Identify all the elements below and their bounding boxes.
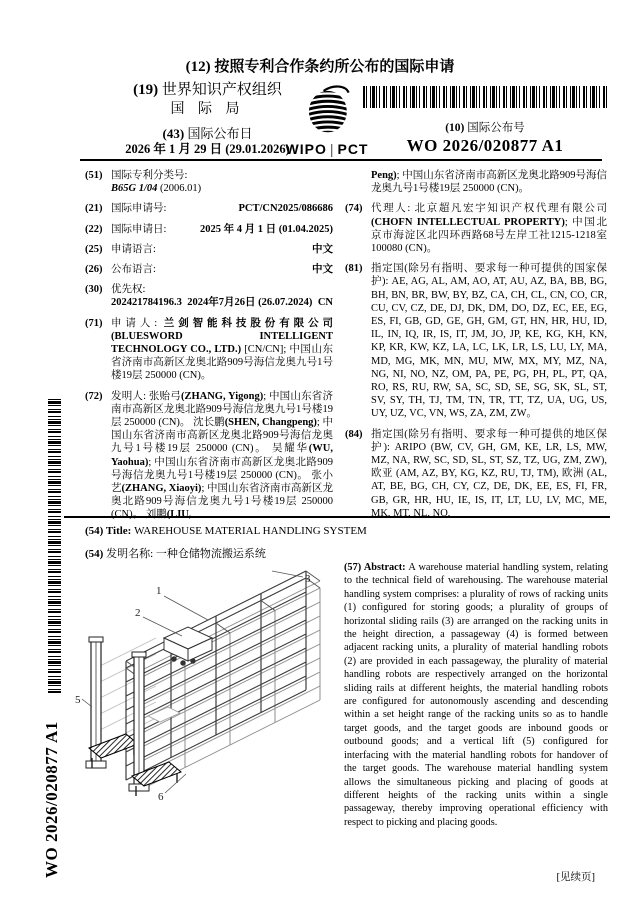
field-22-filing-date: (22) 国际申请日: 2025 年 4 月 1 日 (01.04.2025) [85, 223, 333, 235]
inventors-text: 发明人: 张贻弓(ZHANG, Yigong); 中国山东省济南市高新区龙奥北路909号海信龙奥九号1号楼19层 250000 (CN)。 沈长鹏(SHEN, Changpeng); 中国山东省济南市高新区龙奥北路909号海信龙奥九号1号楼19层 250000 (CN)。 吴耀华(WU, Yaohua); 中国山东省济南市高新区龙奥北路909号海信龙奥九号1号楼19层 250000 (CN)。 张小艺(ZHANG, Xiaoyi); 中国山东省济南市高新区龙奥北路909号海信龙奥九号1号楼19层 250000 (CN)。 刘鹏(LIU, [111, 390, 334, 521]
sidebar-publication-number: WO 2026/020877 A1 [42, 721, 61, 878]
application-number: PCT/CN2025/086686 [238, 203, 333, 215]
sidebar-publication-number-wrap [42, 698, 66, 878]
publication-date-label: (43) 国际公布日 [162, 126, 253, 141]
office-name-text: 世界知识产权组织 [161, 82, 282, 98]
field-26-publication-language: (26) 公布语言: 中文 [85, 264, 333, 276]
wipo-globe-icon [301, 84, 353, 134]
priority-date: 2024年7月26日 (26.07.2024) [187, 297, 313, 309]
racking-system-drawing [56, 556, 344, 848]
field-43-number: (43) [162, 126, 185, 141]
field-74-agent: (74) 代理人: 北京超凡宏宇知识产权代理有限公司(CHOFN INTELLECTUAL PROPERTY); 中国北京市海淀区北四环西路68号左岸工社1215-1218室 100080 (CN)。 [345, 203, 607, 255]
priority-country: CN [317, 297, 333, 309]
designated-states-text: 指定国(除另有指明、要求每一种可提供的国家保护): AE, AG, AL, AM, AO, AT, AU, AZ, BA, BB, BG, BH, BN, BR, BW, BY, BZ, CA, CH, CL, CN, CO, CR, CU, CV, CZ, DE, DJ, DK, DM, DO, DZ, EC, EE, EG, ES, FI, GB, GD, GE, GH, GM, GT, HN, HR, HU, ID, IL, IN, IQ, IR, IS, IT, JM, JO, JP, KE, KG, KH, KN, KP, KR, KW, KZ, LA, LC, LK, LR, LS, LU, LY, MA, MD, MG, MK, MN, MU, MW, MX, MY, MZ, NA, NG, NI, NO, NZ, OM, PA, PE, PG, PH, PL, PT, QA, RO, RS, RU, RW, SA, SC, SD, SE, SG, SK, SL, ST, SV, SY, TH, TJ, TM, TN, TR, TT, TZ, UA, UG, US, UY, UZ, VC, VN, WS, ZA, ZM, ZW。 [371, 263, 607, 420]
field-51-ipc: (51) 国际专利分类号: B65G 1/04 (2006.01) [85, 170, 202, 195]
filing-language: 中文 [312, 243, 333, 255]
figure-label-2: 2 [135, 607, 141, 619]
figure-label-1: 1 [156, 585, 162, 597]
priority-number: 202421784196.3 [111, 297, 182, 309]
field-25-filing-language: (25) 申请语言: 中文 [85, 243, 333, 255]
publication-language: 中文 [312, 264, 333, 276]
wipo-text: WIPO [285, 141, 327, 157]
field-19-number: (19) [133, 82, 159, 98]
pct-text: PCT [337, 141, 369, 157]
inventors-continuation: Peng); 中国山东省济南市高新区龙奥北路909号海信龙奥九号1号楼19层 250000 (CN)。 [371, 170, 607, 195]
abstract: (57) Abstract: A warehouse material handling system, relating to the technical field of warehousing. The warehouse material handling system comprises: a plurality of rows of racking units (1) configured for storing goods; a plurality of groups of horizontal sliding rails (3) are arranged on the racking units in the height direction, a passageway (4) is formed between adjacent racking units, a plurality of material handling robots (2) are provided in each passageway, the plurality of material handling robots are respectively arranged on the horizontal sliding rails at different heights, the material handling robots are configured for autonomously ascending and descending within a set height range of the racking units so as to handle target goods, and the target goods are inbound goods or outbound goods; and a vertical lift (5) configured for interfacing with the material handling robots for handover of the target goods. The warehouse material handling system allows the simultaneous picking and placing of goods at different heights of the racking units within a single passageway, thereby improving operational efficiency with respect to picking and placing goods. [344, 562, 608, 828]
title-english: (54) Title: WAREHOUSE MATERIAL HANDLING SYSTEM [85, 525, 367, 537]
biblio-left-column [85, 169, 333, 529]
filing-language-label: 申请语言: [111, 243, 156, 255]
horizontal-barcode [363, 86, 607, 108]
applicant-text: 申请人: 兰剑智能科技股份有限公司(BLUESWORD INTELLIGENT TECHNOLOGY CO., LTD.) [CN/CN]; 中国山东省济南市高新区龙奥北路909号海信龙奥九号1号楼19层 250000 (CN)。 [111, 317, 333, 382]
vertical-barcode [48, 398, 61, 693]
field-81-designated-states: (81) 指定国(除另有指明、要求每一种可提供的国家保护): AE, AG, AL, AM, AO, AT, AU, AZ, BA, BB, BG, BH, BN, BR, BW, BY, BZ, CA, CH, CL, CN, CO, CR, CU, CV, CZ, DE, DJ, DK, DM, DO, DZ, EC, EE, EG, ES, FI, GB, GD, GE, GH, GM, GT, HN, HR, HU, ID, IL, IN, IQ, IR, IS, IT, JM, JO, JP, KE, KG, KH, KN, KP, KR, KW, KZ, LA, LC, LK, LR, LS, LU, LY, MA, MD, MG, MK, MN, MU, MW, MX, MY, MZ, NA, NG, NI, NO, NZ, OM, PA, PE, PG, PH, PL, PT, QA, RO, RS, RU, RW, SA, SC, SD, SE, SG, SK, SL, ST, SV, SY, TH, TJ, TM, TN, TR, TT, TZ, UA, UG, US, UY, UZ, VC, VN, WS, ZA, ZM, ZW。 [345, 263, 607, 420]
office-bureau: 国 际 局 [170, 102, 245, 117]
publication-number: WO 2026/020877 A1 [406, 136, 564, 155]
logo-separator: | [329, 141, 335, 157]
field-71-applicant: (71) 申请人: 兰剑智能科技股份有限公司(BLUESWORD INTELLIGENT TECHNOLOGY CO., LTD.) [CN/CN]; 中国山东省济南市高新区龙奥北路909号海信龙奥九号1号楼19层 250000 (CN)。 [85, 317, 333, 382]
agent-text: 代理人: 北京超凡宏宇知识产权代理有限公司(CHOFN INTELLECTUAL PROPERTY); 中国北京市海淀区北四环西路68号左岸工社1215-1218室 100080 (CN)。 [371, 203, 607, 255]
figure-label-6: 6 [158, 791, 164, 803]
wipo-pct-wordmark [281, 141, 373, 157]
patent-figure [56, 556, 344, 848]
field-72-inventors: (72) 发明人: 张贻弓(ZHANG, Yigong); 中国山东省济南市高新区龙奥北路909号海信龙奥九号1号楼19层 250000 (CN)。 沈长鹏(SHEN, Changpeng); 中国山东省济南市高新区龙奥北路909号海信龙奥九号1号楼19层 250000 (CN)。 吴耀华(WU, Yaohua); 中国山东省济南市高新区龙奥北路909号海信龙奥九号1号楼19层 250000 (CN)。 张小艺(ZHANG, Xiaoyi); 中国山东省济南市高新区龙奥北路909号海信龙奥九号1号楼19层 250000 (CN)。 刘鹏(LIU, [85, 390, 334, 521]
publication-number-block [363, 86, 607, 156]
figure-label-5: 5 [75, 694, 81, 706]
biblio-right-column [345, 169, 607, 527]
field-84-designated-regions: (84) 指定国(除另有指明、要求每一种可提供的地区保护): ARIPO (BW, CV, GH, GM, KE, LR, LS, MW, MZ, NA, RW, SC, SD, SL, ST, SZ, TZ, UG, ZM, ZW), 欧亚 (AM, AZ, BY, KG, KZ, RU, TJ, TM), 欧洲 (AL, AT, BE, BG, CH, CY, CZ, DE, DK, EE, ES, FI, FR, GB, GR, HR, HU, IE, IS, IT, LT, LU, LV, MC, ME, MK, MT, NL, NO, [345, 428, 607, 519]
publication-date: 2026 年 1 月 29 日 (29.01.2026) [125, 142, 290, 156]
filing-date: 2025 年 4 月 1 日 (01.04.2025) [200, 223, 333, 235]
filing-date-label: 国际申请日: [111, 223, 167, 235]
field-30-priority: (30) 优先权: 202421784196.3 2024年7月26日 (26.07.2024) CN [85, 284, 333, 309]
ipc-value: B65G 1/04 (2006.01) [111, 183, 202, 195]
application-number-label: 国际申请号: [111, 203, 167, 215]
title-chinese: (54) 发明名称: 一种仓储物流搬运系统 [85, 548, 266, 560]
wipo-logo [281, 84, 373, 157]
figure-labels [75, 571, 311, 803]
continued-note: [见续页] [556, 872, 595, 883]
field-10-number: (10) [445, 122, 465, 134]
rack-front-frame [126, 571, 306, 780]
priority-label: 优先权: [111, 284, 146, 296]
designated-regions-text: 指定国(除另有指明、要求每一种可提供的地区保护): ARIPO (BW, CV, GH, GM, KE, LR, LS, MW, MZ, NA, RW, SC, SD, SL, ST, SZ, TZ, UG, ZM, ZW), 欧亚 (AM, AZ, BY, KG, KZ, RU, TJ, TM), 欧洲 (AL, AT, BE, BG, CH, CY, CZ, DE, DK, EE, ES, FI, FR, GB, GR, HR, HU, IE, IS, IT, LT, LU, LV, MC, ME, MK, MT, NL, NO, [371, 428, 607, 519]
publication-number-label: (10) 国际公布号 [445, 122, 525, 134]
vertical-lift-1 [86, 637, 138, 768]
title-divider [64, 516, 610, 518]
figure-label-3: 3 [305, 573, 311, 585]
publication-language-label: 公布语言: [111, 264, 156, 276]
header-divider [80, 159, 602, 161]
field-21-application-number: (21) 国际申请号: PCT/CN2025/086686 [85, 203, 333, 215]
kind-statement: (12) 按照专利合作条约所公布的国际申请 [185, 59, 455, 75]
ipc-label: 国际专利分类号: [111, 170, 188, 181]
